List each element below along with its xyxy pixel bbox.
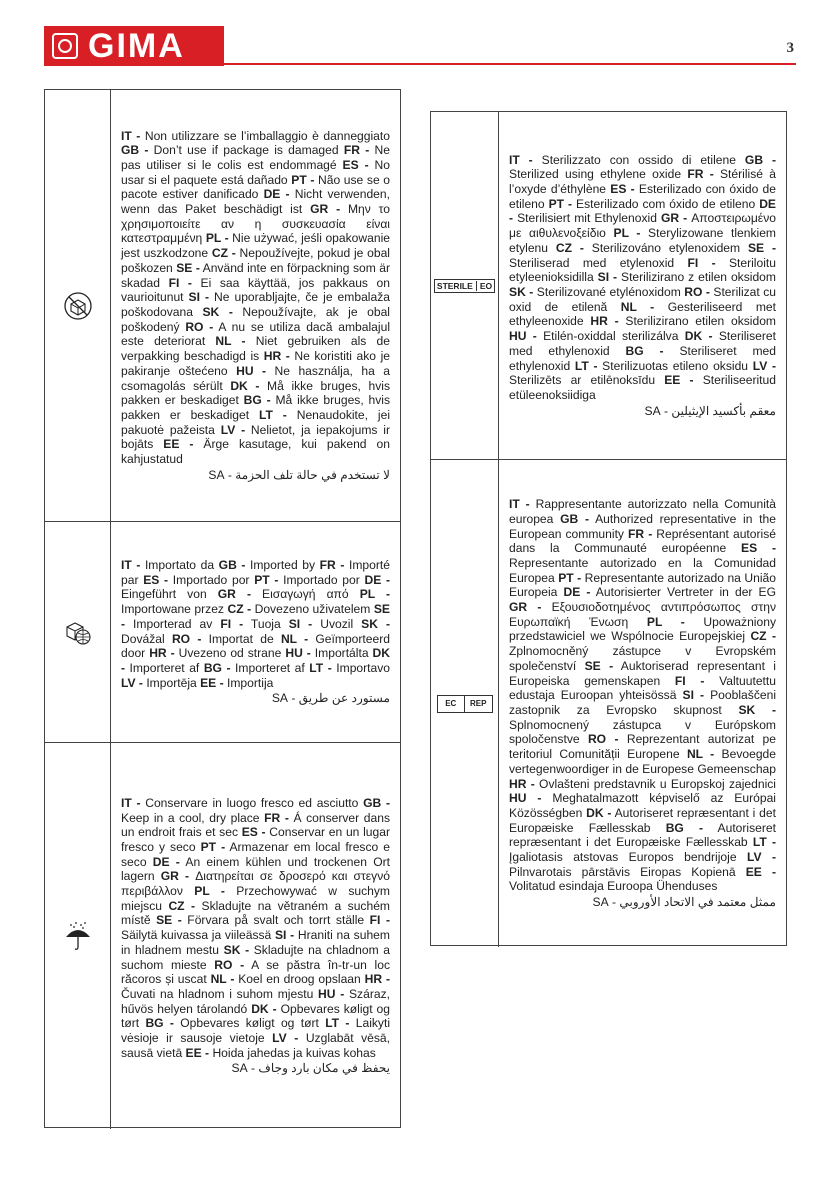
table-row (431, 112, 786, 459)
do-not-use-if-damaged-icon (63, 291, 93, 321)
table-row (431, 459, 786, 947)
arabic-text: لا تستخدم في حالة تلف الحزمة - SA (208, 467, 390, 482)
sterile-eo-icon (434, 279, 495, 293)
arabic-text: يحفظ في مكان بارد وجاف - SA (231, 1061, 390, 1076)
multilingual-text: IT - Rappresentante autorizzato nella Comunità europea GB - Authorized representative in the European community FR - Représentant autorisé dans la Communauté européenne ES - Representante autorizado en la Comunidad Europea PT - Representante autorizado na União Europeia DE - Autorisierter Vertreter in der EG GR - Εξουσιοδοτημένος αντιπρόσωπος στην Ευρωπαϊκή Ένωση PL - Upoważniony przedstawiciel we Wspólnocie Europejskiej CZ - Zplnomocněný zástupce v Evropském společenství SE - Auktoriserad representant i Europeiska gemenskapen FI - Valtuutettu edustaja Euroopan yhteisössä SI - Pooblaščeni zastopnik za Evropsko skupnost SK - Splnomocnený zástupca v Európskom spoločenstve RO - Reprezentant autorizat pe teritoriul Comunității Europene NL - Bevoegde vertegenwoordiger in de Europese Gemeenschap HR - Ovlašteni predstavnik u Europskoj zajednici HU - Meghatalmazott képviselő az Európai Közösségben DK - Autoriseret repræsentant i det Europæiske Fællesskab BG - Autoriseret repræsentant i det Europæiske Fællesskab LT - Įgaliotasis atstovas Europos bendrijoje LV - Pilnvarotais pārstāvis Eiropas Kopienā EE - Volitatud esindaja Euroopa Ühenduses (509, 497, 777, 894)
page-header (44, 26, 796, 66)
description-cell (111, 90, 400, 521)
description-cell (111, 522, 400, 742)
multilingual-text: IT - Sterilizzato con ossido di etilene GB - Sterilized using ethylene oxide FR - Stérilisé à l’oxyde d’éthylène ES - Esterilizado con óxido de etileno PT - Esterilizado com óxido de etileno DE - Sterilisiert mit Ethylenoxid GR - Αποστειρωμένο με αιθυλενοξείδιο PL - Sterylizowane tlenkiem etylenu CZ - Sterilizováno etylenoxidem SE - Steriliserad med etylenoxid FI - Steriloitu etyleenioksidilla SI - Sterilizirano z etilen oksidom SK - Sterilizované etylénoxidom RO - Sterilizat cu oxid de etilenă NL - Gesteriliseerd met ethyleenoxide HR - Sterilizirano etilen oksidom HU - Etilén-oxiddal sterilizálva DK - Steriliseret med ethylenoxid BG - Steriliseret med ethylenoxid LT - Sterilizuotas etileno oksidu LV - Sterilizēts ar etilēnoksīdu EE - Steriliseeritud etüleenoksiidiga (509, 152, 777, 402)
rep-label: REP (464, 696, 492, 712)
description-cell (111, 743, 400, 1129)
header-rule (224, 63, 796, 65)
symbol-cell (45, 522, 111, 742)
table-row (45, 90, 400, 521)
multilingual-text: IT - Conservare in luogo fresco ed asciutto GB - Keep in a cool, dry place FR - Á conserver dans un endroit frais et sec ES - Conservar en un lugar fresco y seco PT - Armazenar em local fresco e seco DE - An einem kühlen und trockenen Ort lagern GR - Διατηρείται σε δροσερό και στεγνό περιβάλλον PL - Przechowywać w suchym miejscu CZ - Skladujte na větraném a suchém místě SE - Förvara på svalt och torrt ställe FI - Säilytä kuivassa ja viileässä SI - Hraniti na suhem in hladnem mestu SK - Skladujte na chladnom a suchom mieste RO - A se păstra în-tr-un loc răcoros și uscat NL - Koel en droog opslaan HR - Čuvati na hladnom i suhom mjestu HU - Száraz, hűvös helyen tárolandó DK - Opbevares køligt og tørt BG - Opbevares køligt og tørt LT - Laikyti vėsioje ir sausoje vietoje LV - Uzglabāt vēsā, sausā vietā EE - Hoida jahedas ja kuivas kohas (121, 795, 391, 1060)
table-row (45, 742, 400, 1129)
ec-rep-icon (437, 695, 493, 713)
keep-dry-icon (63, 920, 93, 952)
gima-logo (44, 26, 224, 66)
brand-name: GIMA (88, 26, 185, 65)
arabic-text: معقم بأكسيد الإيثيلين - SA (644, 403, 776, 418)
table-row (45, 521, 400, 742)
multilingual-text: IT - Importato da GB - Imported by FR - Importé par ES - Importado por PT - Importado por DE - Eingeführt von GR - Εισαγωγή από PL - Importowane przez CZ - Dovezeno uživatelem SE - Importerad av FI - Tuoja SI - Uvozil SK - Dovážal RO - Importat de NL - Geïmporteerd door HR - Uvezeno od strane HU - Importálta DK - Importeret af BG - Importeret af LT - Importavo LV - Importēja EE - Importija (121, 557, 391, 690)
left-symbol-table (44, 89, 401, 1128)
arabic-text: ممثل معتمد في الاتحاد الأوروبي - SA (592, 895, 776, 910)
arabic-text: مستورد عن طريق - SA (271, 691, 390, 706)
right-symbol-table (430, 111, 787, 946)
symbol-cell (431, 112, 499, 459)
logo-emblem-icon (52, 33, 78, 59)
eo-label: EO (476, 281, 492, 291)
symbol-cell (45, 743, 111, 1129)
multilingual-text: IT - Non utilizzare se l’imballaggio è danneggiato GB - Don’t use if package is damaged FR - Ne pas utiliser si le colis est endommagé ES - No usar si el paquete está dañado PT - Não use se o pacote estiver danificado DE - Nicht verwenden, wenn das Paket beschädigt ist GR - Μην το χρησιμοποιείτε αν η συσκευασία είναι κατεστραμμένη PL - Nie używać, jeśli opakowanie jest uszkodzone CZ - Nepoužívejte, pokud je obal poškozen SE - Använd inte en förpackning som är skadad FI - Ei saa käyttää, jos pakkaus on vaurioitunut SI - Ne uporabljajte, če je embalaža poškodovana SK - Nepoužívajte, ak je obal poškodený RO - A nu se utiliza dacă ambalajul este deteriorat NL - Niet gebruiken als de verpakking beschadigd is HR - Ne koristiti ako je pakiranje oštećeno HU - Ne használja, ha a csomagolás sérült DK - Må ikke bruges, hvis pakken er beskadiget BG - Må ikke bruges, hvis pakken er beskadiget LT - Nenaudokite, jei pakuotė pažeista LV - Nelietot, ja iepakojums ir bojāts EE - Ärge kasutage, kui pakend on kahjustatud (121, 128, 391, 467)
ec-label: EC (445, 699, 457, 708)
description-cell (499, 112, 786, 459)
page-number: 3 (786, 40, 794, 56)
symbol-cell (45, 90, 111, 521)
symbol-cell (431, 460, 499, 947)
imported-by-icon (63, 617, 93, 647)
description-cell (499, 460, 786, 947)
sterile-label: STERILE (436, 280, 473, 291)
